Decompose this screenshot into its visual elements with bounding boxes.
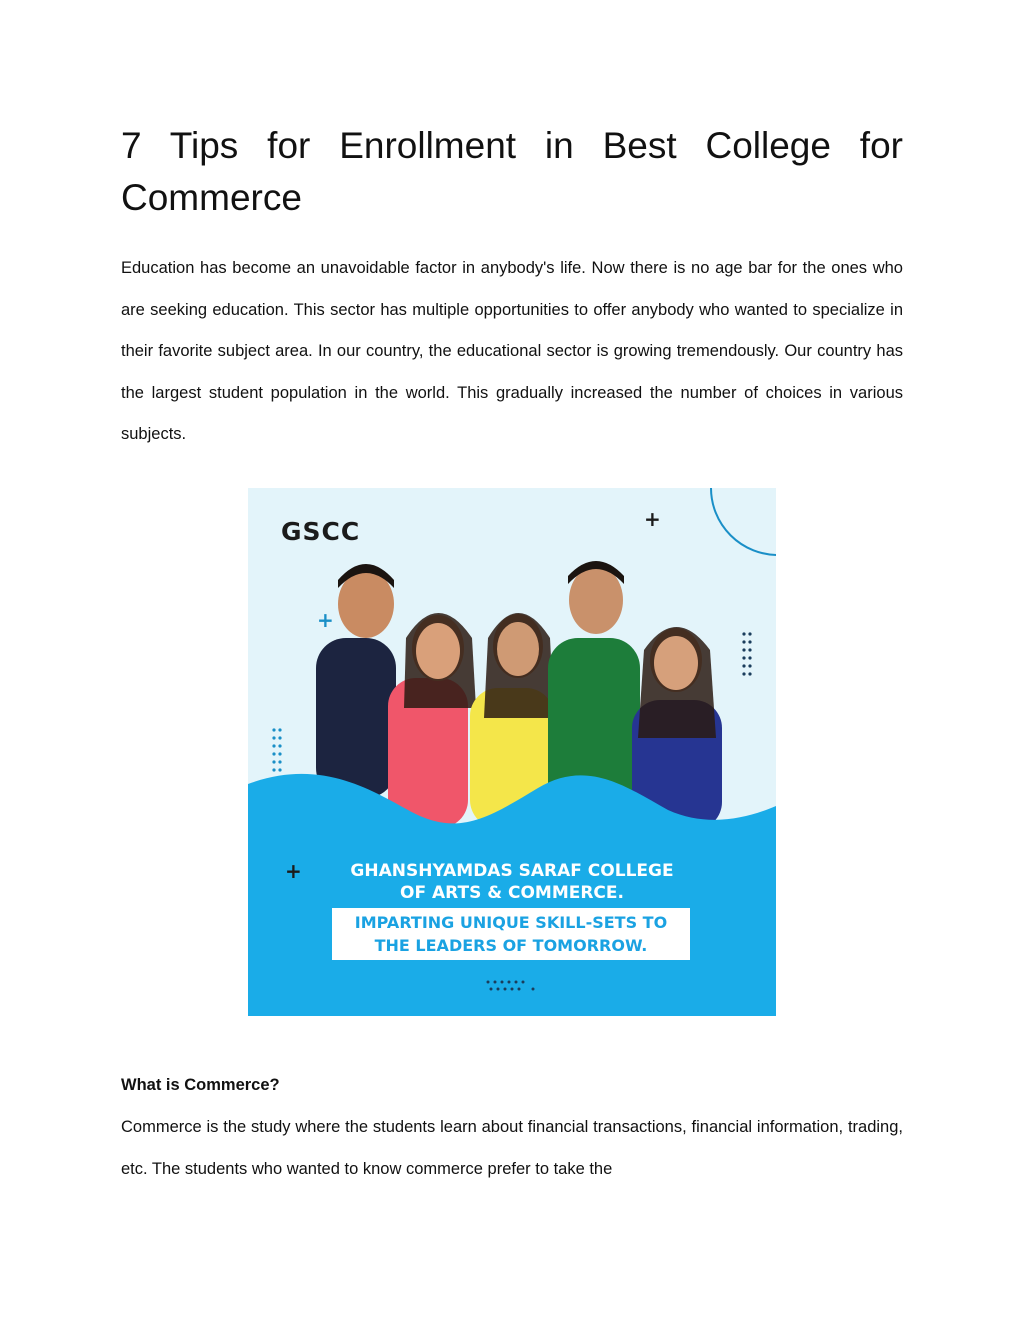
gscc-logo: GSCC xyxy=(281,517,361,546)
plus-icon: + xyxy=(317,608,334,632)
tagline-box xyxy=(332,908,690,960)
college-name-line1: GHANSHYAMDAS SARAF COLLEGE xyxy=(350,861,674,881)
dot-pattern-left xyxy=(272,728,281,771)
page-title: 7 Tips for Enrollment in Best College for Commerce xyxy=(121,125,903,218)
plus-icon: + xyxy=(285,859,302,883)
section-heading: What is Commerce? xyxy=(121,1076,280,1094)
dot-pattern-right xyxy=(742,632,751,675)
college-banner-image xyxy=(248,488,776,1016)
intro-paragraph: Education has become an unavoidable factor in anybody's life. Now there is no age bar for the ones who are seeking education. This sector has multiple opportunities to offer anybody who wanted to specialize in their favorite subject area. In our country, the educational sector is growing tremendously. Our country has the largest student population in the world. This gradually increased the number of choices in various subjects. xyxy=(121,259,903,443)
tagline-line2: THE LEADERS OF TOMORROW. xyxy=(374,936,648,955)
tagline-line1: IMPARTING UNIQUE SKILL-SETS TO xyxy=(354,913,668,932)
college-name xyxy=(248,860,776,904)
section-paragraph: Commerce is the study where the students learn about financial transactions, financial information, trading, etc. The students who wanted to know commerce prefer to take the xyxy=(121,1118,903,1178)
plus-icon: + xyxy=(644,507,661,531)
students-group-photo xyxy=(316,561,722,830)
college-name-line2: OF ARTS & COMMERCE. xyxy=(400,883,624,903)
corner-ring-shape xyxy=(711,488,776,555)
